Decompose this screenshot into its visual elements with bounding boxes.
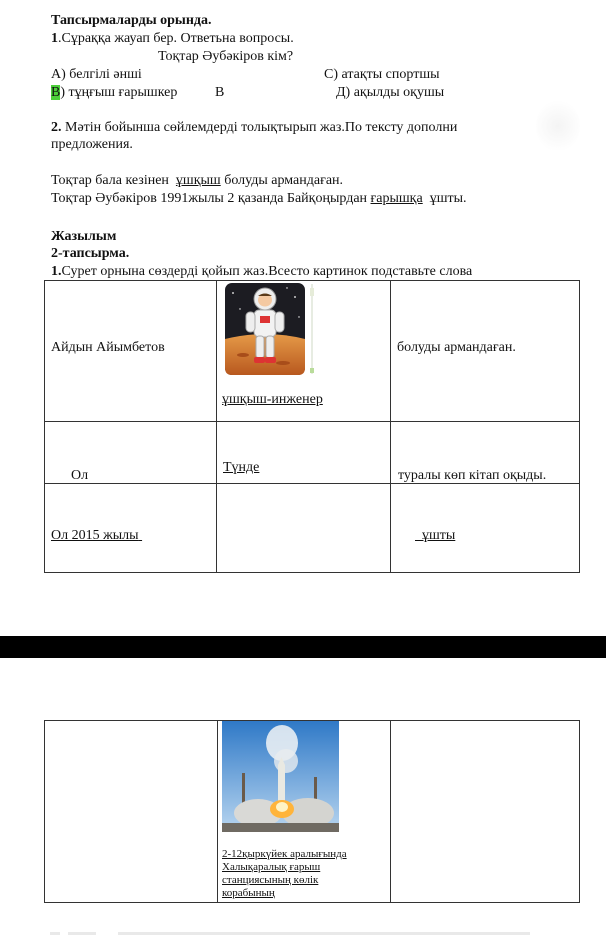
sentence-2 <box>51 191 467 207</box>
caption-line-3: станциясының көлік <box>222 874 319 886</box>
task-label: 2-тапсырма. <box>51 246 130 261</box>
image-ruler-strip <box>308 284 317 374</box>
task-2-number: 2. <box>51 120 62 135</box>
table-column-divider <box>390 720 391 903</box>
table-instruction-text: Сурет орнына сөздерді қойып жаз.Всесто картинок подставьте слова <box>61 264 473 279</box>
caption-line-4: корабының <box>222 887 275 899</box>
question-1-number: 1 <box>51 31 58 46</box>
table-cell-r3c3-text: ұшты <box>422 528 456 543</box>
table-cell-r2c1: Ол <box>71 468 89 483</box>
sentence-1-fill: ұшқыш <box>175 173 221 188</box>
option-a: А) белгілі әнші <box>51 67 142 82</box>
option-b-highlighted-letter: В <box>51 85 61 100</box>
option-b-text: ) тұңғыш ғарышкер <box>60 85 178 100</box>
cut-off-text-fragment <box>68 932 96 935</box>
scan-smudge <box>536 100 580 152</box>
table-instruction-number: 1. <box>51 264 62 279</box>
table-cell-r1c2: ұшқыш-инженер <box>222 392 323 407</box>
rocket-launch-image <box>222 721 339 832</box>
sentence-2-start: Тоқтар Әубәкіров 1991жылы 2 қазанда Байқоңырдан <box>51 191 368 206</box>
sentence-1-start: Тоқтар бала кезінен <box>51 173 169 188</box>
table-cell-r3c1 <box>51 528 142 544</box>
cut-off-text-fragment <box>50 932 60 935</box>
question-1-text: .Сұраққа жауап бер. Ответьна вопросы. <box>58 31 294 46</box>
option-b <box>51 85 177 101</box>
sentence-1 <box>51 173 343 189</box>
table-column-divider <box>390 280 391 573</box>
caption-line-1: 2-12қыркүйек аралығында <box>222 848 347 860</box>
table-cell-r1c1: Айдын Айымбетов <box>51 340 165 355</box>
table-instruction <box>51 264 472 280</box>
astronaut-image <box>225 283 305 375</box>
table-row-divider <box>44 421 580 422</box>
question-1 <box>51 31 294 47</box>
table-column-divider <box>217 720 218 903</box>
answer-mark: В <box>215 85 225 100</box>
task-2-instruction-cont: предложения. <box>51 137 133 152</box>
astronaut-icon <box>225 283 305 375</box>
section-title: Жазылым <box>51 229 117 244</box>
task-2-instruction <box>51 120 457 136</box>
sentence-1-end: болуды армандаған. <box>224 173 344 188</box>
sentence-2-end: ұшты. <box>429 191 467 206</box>
table-cell-r2c3: туралы көп кітап оқыды. <box>398 468 547 483</box>
table-cell-r2c2: Түнде <box>223 460 260 475</box>
table-cell-r3c1-text: Ол 2015 жылы <box>51 528 139 543</box>
table-cell-r3c3 <box>415 528 455 544</box>
option-d: Д) ақылды оқушы <box>336 85 445 100</box>
cut-off-text-fragment <box>118 932 530 935</box>
question-1-subject: Тоқтар Әубәкіров кім? <box>158 49 294 64</box>
option-c: С) атақты спортшы <box>324 67 440 82</box>
task-2-text: Мәтін бойынша сөйлемдерді толықтырып жаз.По тексту дополни <box>65 120 458 135</box>
table-column-divider <box>216 280 217 573</box>
page-title: Тапсырмаларды орында. <box>51 13 212 28</box>
table-cell-r1c3: болуды армандаған. <box>397 340 516 355</box>
rocket-icon <box>222 721 339 832</box>
caption-line-2: Халықаралық ғарыш <box>222 861 321 873</box>
sentence-2-fill: ғарышқа <box>370 191 423 206</box>
divider-bar <box>0 636 606 658</box>
